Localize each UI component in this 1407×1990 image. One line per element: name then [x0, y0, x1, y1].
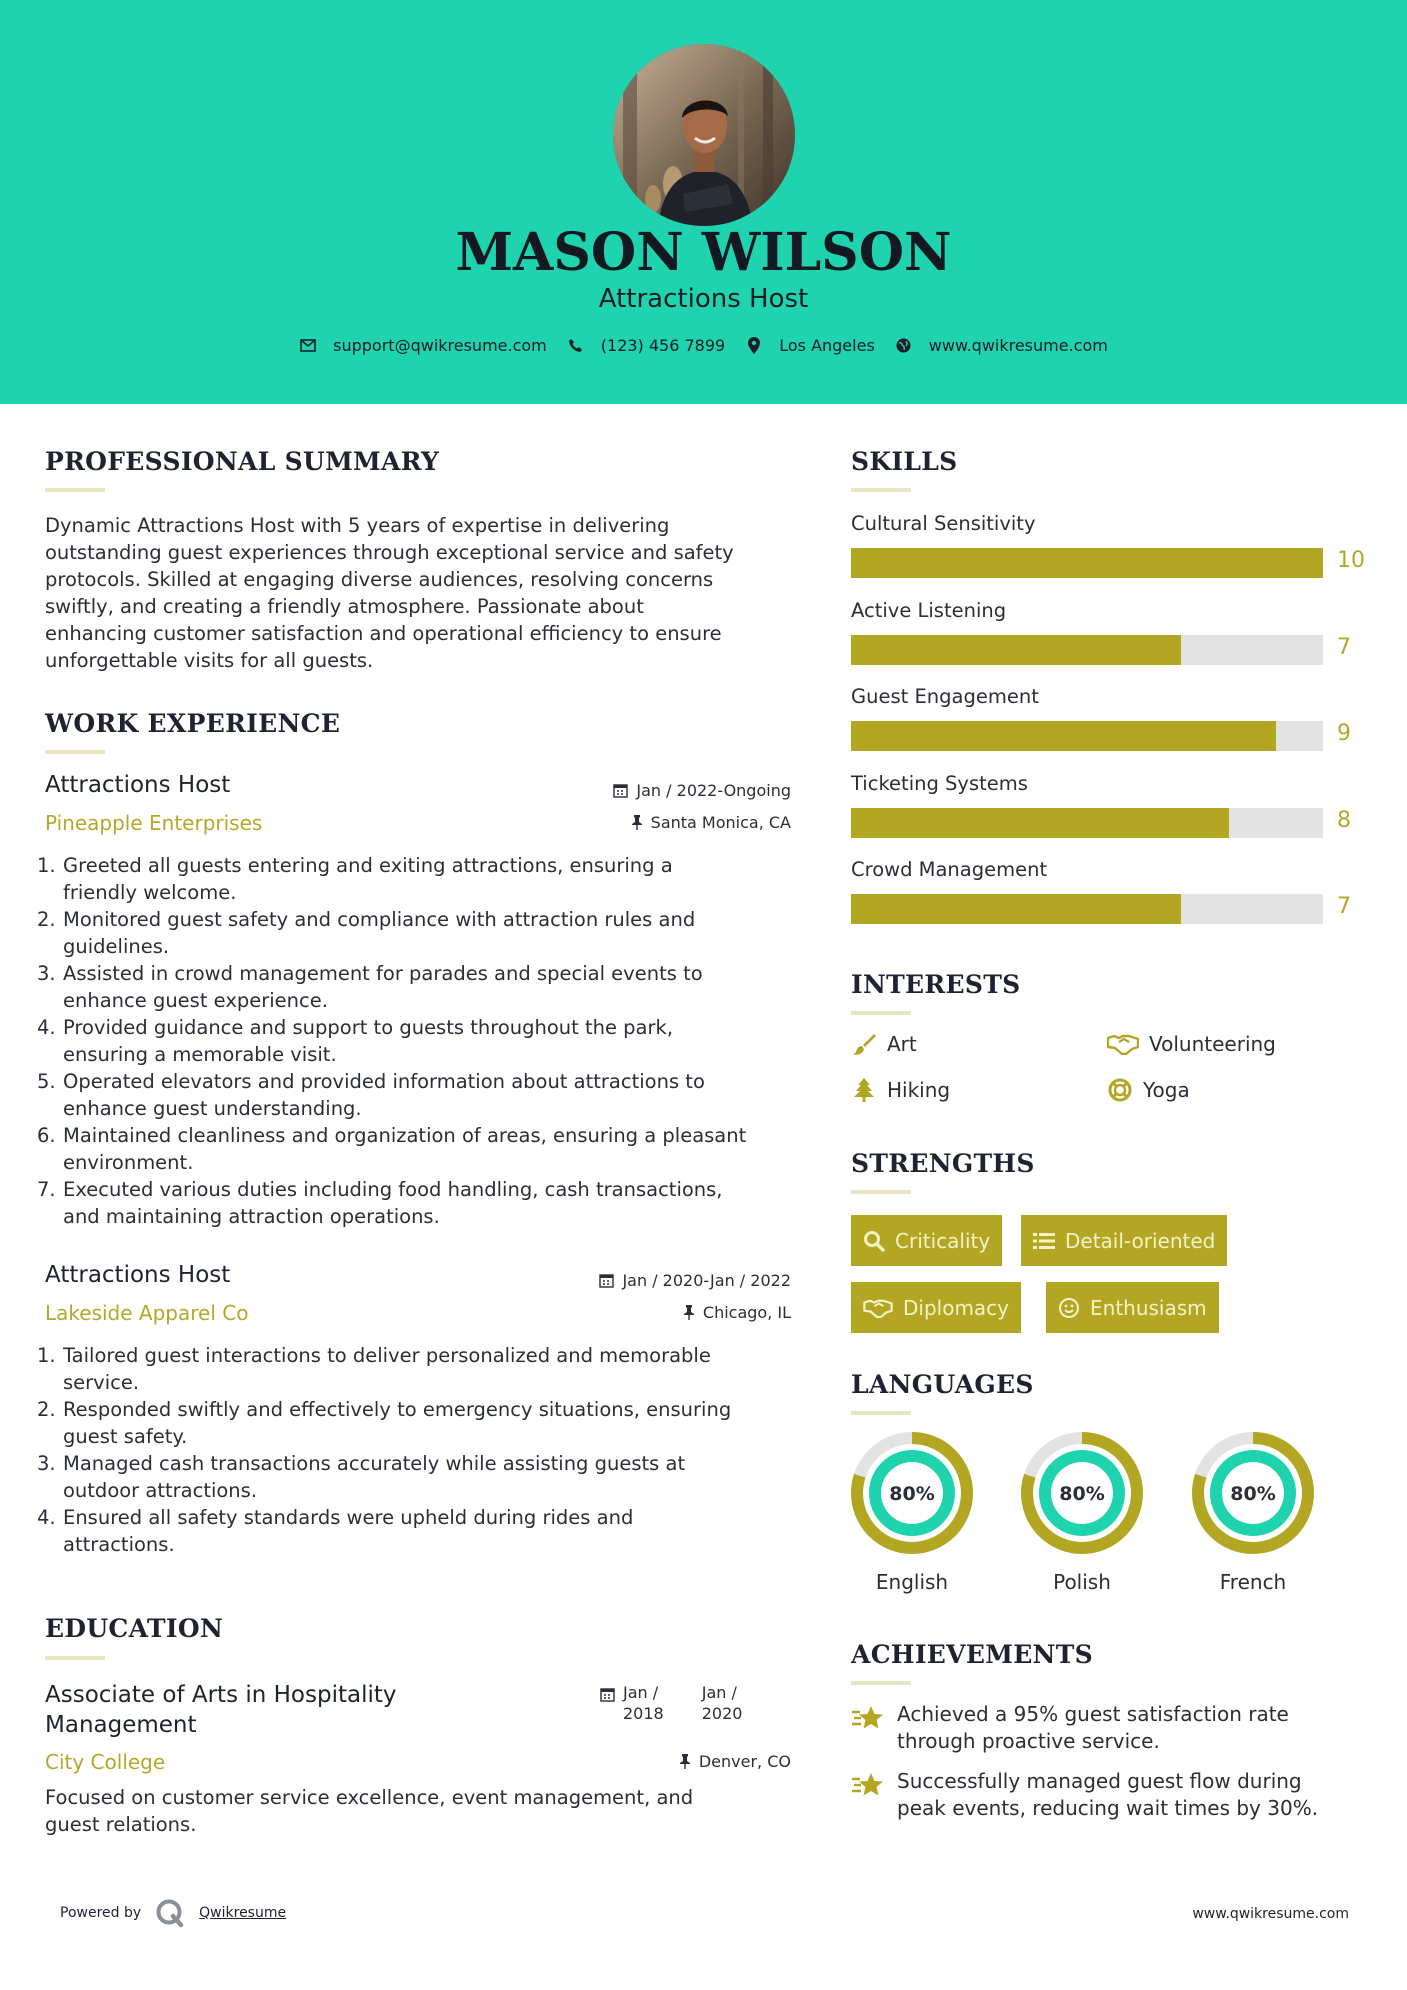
strength-diplomacy: Diplomacy — [851, 1282, 1021, 1333]
skill-bar-track — [851, 721, 1323, 751]
skill-bar-fill — [851, 548, 1323, 578]
interest-hiking: Hiking — [851, 1077, 950, 1103]
skill-label: Guest Engagement — [851, 685, 1039, 708]
job-company: Lakeside Apparel Co — [45, 1301, 249, 1325]
list-item: 6. Maintained cleanliness and organization of areas, ensuring a pleasant environment. — [37, 1124, 747, 1174]
education-end: Jan / 2020 — [701, 1683, 743, 1723]
search-icon — [863, 1230, 885, 1252]
languages-underline — [851, 1411, 911, 1415]
job-dates: Jan / 2022-Ongoing — [480, 781, 791, 800]
list-item: 1. Tailored guest interactions to deliver personalized and memorable service. — [37, 1344, 711, 1394]
job-location: Chicago, IL — [480, 1303, 791, 1322]
job-duties — [37, 1342, 805, 1558]
phone-icon — [567, 337, 585, 355]
language-percent: 80% — [1059, 1483, 1105, 1505]
list-item: 2. Responded swiftly and effectively to emergency situations, ensuring guest safety. — [37, 1398, 732, 1448]
list-item: 3. Managed cash transactions accurately while assisting guests at outdoor attractions. — [37, 1452, 686, 1502]
calendar-icon — [600, 1682, 615, 1724]
list-item: 1. Greeted all guests entering and exiting attractions, ensuring a friendly welcome. — [37, 854, 673, 904]
language-polish — [1021, 1432, 1143, 1594]
language-percent: 80% — [1230, 1483, 1276, 1505]
pin-icon — [679, 1754, 691, 1769]
skill-value: 10 — [1337, 548, 1365, 573]
calendar-icon — [599, 1273, 614, 1288]
strength-detail-oriented: Detail-oriented — [1021, 1215, 1227, 1266]
contact-bar — [0, 336, 1407, 355]
language-ring — [851, 1432, 973, 1554]
calendar-icon — [613, 783, 628, 798]
job-company: Pineapple Enterprises — [45, 811, 263, 835]
contact-phone[interactable]: (123) 456 7899 — [567, 336, 725, 355]
skill-value: 8 — [1337, 808, 1351, 833]
summary-text: Dynamic Attractions Host with 5 years of expertise in delivering outstanding guest experiences through exceptional service and safety protocols. Skilled at engaging diverse audiences, resolving concerns swiftly, and creating a friendly atmosphere. Passionate about enhancing customer satisfaction and operational efficiency to ensure unforgettable visits for all guests. — [45, 514, 734, 672]
contact-email[interactable]: support@qwikresume.com — [299, 336, 547, 355]
contact-location: Los Angeles — [745, 336, 875, 355]
degree-title: Associate of Arts in Hospitality Management — [45, 1682, 397, 1738]
strengths-underline — [851, 1190, 911, 1194]
list-item: 5. Operated elevators and provided information about attractions to enhance guest understanding. — [37, 1070, 705, 1120]
strengths-heading: STRENGTHS — [851, 1149, 1035, 1178]
job-duties — [37, 852, 805, 1230]
contact-website[interactable]: www.qwikresume.com — [895, 336, 1108, 355]
skill-label: Crowd Management — [851, 858, 1048, 881]
skill-value: 7 — [1337, 635, 1351, 660]
skill-label: Cultural Sensitivity — [851, 512, 1036, 535]
job-title: Attractions Host — [45, 772, 231, 798]
language-label: French — [1219, 1570, 1287, 1594]
handshake-icon — [863, 1298, 893, 1318]
education-underline — [45, 1656, 105, 1660]
candidate-role: Attractions Host — [598, 284, 809, 314]
experience-underline — [45, 750, 105, 754]
experience-heading: WORK EXPERIENCE — [45, 709, 341, 738]
languages-heading: LANGUAGES — [851, 1370, 1034, 1399]
language-french — [1192, 1432, 1314, 1594]
list-item: 7. Executed various duties including food handling, cash transactions, and maintaining attraction operations. — [37, 1178, 723, 1228]
tree-icon — [851, 1077, 877, 1103]
skill-bar-track — [851, 894, 1323, 924]
interests-underline — [851, 1011, 911, 1015]
globe-icon — [895, 337, 913, 355]
header — [0, 0, 1407, 404]
list-item: 3. Assisted in crowd management for parades and special events to enhance guest experience. — [37, 962, 703, 1012]
list-item: 4. Provided guidance and support to guests throughout the park, ensuring a memorable visit. — [37, 1016, 674, 1066]
education-description: Focused on customer service excellence, event management, and guest relations. — [45, 1786, 694, 1836]
interest-art: Art — [851, 1031, 917, 1057]
achievement-item: Achieved a 95% guest satisfaction rate through proactive service. — [851, 1701, 1351, 1755]
skill-bar-fill — [851, 635, 1181, 665]
handshake-icon — [1107, 1031, 1139, 1057]
education-heading: EDUCATION — [45, 1614, 224, 1643]
skill-label: Ticketing Systems — [851, 772, 1028, 795]
qwikresume-logo-icon — [155, 1898, 185, 1928]
pin-icon — [631, 815, 643, 830]
education-start: Jan / 2018 — [623, 1683, 664, 1723]
skill-bar-fill — [851, 721, 1276, 751]
strength-enthusiasm: Enthusiasm — [1046, 1282, 1219, 1333]
education-dates — [600, 1682, 742, 1724]
summary-heading: PROFESSIONAL SUMMARY — [45, 447, 440, 476]
list-item: 2. Monitored guest safety and compliance with attraction rules and guidelines. — [37, 908, 696, 958]
skill-bar-track — [851, 635, 1323, 665]
interest-yoga: Yoga — [1107, 1077, 1190, 1103]
language-label: English — [875, 1570, 949, 1594]
education-location: Denver, CO — [480, 1752, 791, 1771]
envelope-icon — [299, 337, 317, 355]
list-icon — [1033, 1232, 1055, 1250]
paintbrush-icon — [851, 1031, 877, 1057]
job-dates: Jan / 2020-Jan / 2022 — [480, 1271, 791, 1290]
star-icon — [851, 1701, 885, 1755]
language-ring — [1192, 1432, 1314, 1554]
smile-icon — [1058, 1297, 1080, 1319]
achievement-item: Successfully managed guest flow during peak events, reducing wait times by 30%. — [851, 1768, 1351, 1822]
lifebuoy-icon — [1107, 1077, 1133, 1103]
qwikresume-link[interactable]: Qwikresume — [199, 1905, 287, 1921]
language-english — [851, 1432, 973, 1594]
skill-label: Active Listening — [851, 599, 1007, 622]
strength-criticality: Criticality — [851, 1215, 1002, 1266]
achievements-underline — [851, 1681, 911, 1685]
school-name: City College — [45, 1750, 166, 1774]
language-ring — [1021, 1432, 1143, 1554]
language-label: Polish — [1053, 1570, 1111, 1594]
map-marker-icon — [745, 337, 763, 355]
skill-value: 7 — [1337, 894, 1351, 919]
candidate-name: MASON WILSON — [455, 222, 952, 283]
interests-heading: INTERESTS — [851, 970, 1021, 999]
skill-bar-fill — [851, 894, 1181, 924]
list-item: 4. Ensured all safety standards were upheld during rides and attractions. — [37, 1506, 634, 1556]
star-icon — [851, 1768, 885, 1822]
skill-bar-fill — [851, 808, 1229, 838]
achievements-heading: ACHIEVEMENTS — [851, 1640, 1093, 1669]
summary-underline — [45, 488, 105, 492]
skill-bar-track — [851, 548, 1323, 578]
skills-heading: SKILLS — [851, 447, 958, 476]
skill-value: 9 — [1337, 721, 1351, 746]
job-location: Santa Monica, CA — [480, 813, 791, 832]
footer-powered-by: Powered by Qwikresume — [60, 1898, 286, 1928]
footer-site-link[interactable]: www.qwikresume.com — [1192, 1906, 1349, 1922]
job-title: Attractions Host — [45, 1262, 231, 1288]
interest-volunteering: Volunteering — [1107, 1031, 1276, 1057]
pin-icon — [683, 1305, 695, 1320]
skill-bar-track — [851, 808, 1323, 838]
avatar — [613, 44, 795, 226]
language-percent: 80% — [889, 1483, 935, 1505]
skills-underline — [851, 488, 911, 492]
